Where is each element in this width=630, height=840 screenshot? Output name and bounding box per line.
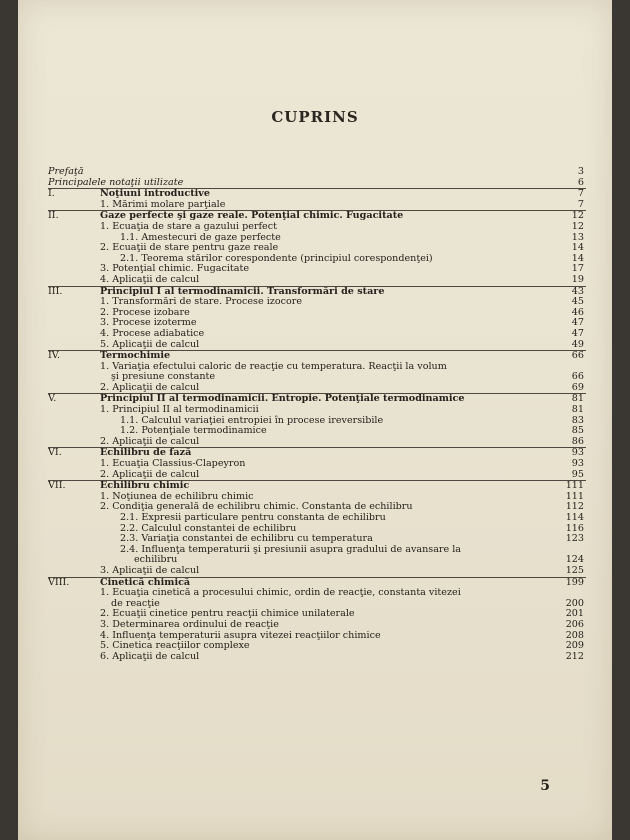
toc-entry-page: 112 xyxy=(565,501,584,513)
toc-entry-title: Principiul I al termodinamicii. Transformări de stare xyxy=(100,285,385,297)
toc-entry-title: 1. Mărimi molare parţiale xyxy=(100,198,226,210)
toc-entry-title: 2.3. Variaţia constantei de echilibru cu temperatura xyxy=(120,533,373,545)
page-title: CUPRINS xyxy=(271,108,359,126)
toc-entry-title: 3. Aplicaţii de calcul xyxy=(100,564,200,576)
toc-entry xyxy=(48,167,586,178)
toc-entry-title: 1.2. Potenţiale termodinamice xyxy=(120,425,267,437)
toc-entry-title: 2.4. Influenţa temperaturii şi presiunii asupra gradului de avansare la xyxy=(120,543,462,555)
toc-entry-page: 125 xyxy=(565,564,584,576)
toc-entry xyxy=(48,566,586,577)
toc-entry-page: 93 xyxy=(571,458,584,470)
toc-entry-title: 2. Aplicaţii de calcul xyxy=(100,468,200,480)
toc-entry-title: 2. Aplicaţii de calcul xyxy=(100,381,200,393)
toc-entry-title: Principiul II al termodinamicii. Entropie. Potenţiale termodinamice xyxy=(100,393,465,405)
toc-entry-title: 1. Ecuaţia cinetică a procesului chimic, ordin de reacţie, constanta vitezei xyxy=(100,587,461,599)
toc-entry xyxy=(48,545,586,566)
toc-entry xyxy=(48,222,586,233)
toc-entry-page: 46 xyxy=(571,306,584,318)
toc-entry xyxy=(48,652,586,663)
book-page xyxy=(18,0,612,840)
toc-entry-title: 4. Influenţa temperaturii asupra vitezei reacţiilor chimice xyxy=(100,629,381,641)
toc-entry xyxy=(48,329,586,340)
toc-entry xyxy=(48,437,586,448)
toc-entry-page: 111 xyxy=(565,490,584,502)
toc-entry-page: 199 xyxy=(565,576,584,588)
toc-entry-page: 206 xyxy=(565,618,584,630)
chapter-number: I. xyxy=(48,188,55,200)
toc-entry-title: 3. Determinarea ordinului de reacţie xyxy=(100,618,279,630)
toc-entry-page: 123 xyxy=(565,533,584,545)
toc-entry-page: 17 xyxy=(571,263,584,275)
toc-entry-page: 69 xyxy=(571,381,584,393)
chapter-number: VI. xyxy=(48,447,62,459)
toc-entry-page: 116 xyxy=(565,522,584,534)
toc-entry-page: 49 xyxy=(571,338,584,350)
toc-entry-title: 1. Variaţia efectului caloric de reacţie cu temperatura. Reacţii la volum xyxy=(100,360,447,372)
toc-entry-page: 85 xyxy=(571,425,584,437)
toc-entry xyxy=(48,340,586,351)
toc-entry-page: 208 xyxy=(565,629,584,641)
toc-entry-page: 111 xyxy=(565,480,584,492)
toc-entry xyxy=(48,620,586,631)
toc-entry-title: 2. Ecuaţii de stare pentru gaze reale xyxy=(100,242,279,254)
table-of-contents xyxy=(48,167,586,662)
toc-entry-title: 2. Procese izobare xyxy=(100,306,190,318)
toc-entry-page: 12 xyxy=(571,220,584,232)
toc-entry-title: 1. Noţiunea de echilibru chimic xyxy=(100,490,254,502)
toc-entry-page: 81 xyxy=(571,393,584,405)
toc-entry-title: 6. Aplicaţii de calcul xyxy=(100,650,200,662)
toc-entry-page: 200 xyxy=(565,597,584,609)
toc-entry-title: Echilibru chimic xyxy=(100,480,190,492)
toc-entry-title: Principalele notaţii utilizate xyxy=(48,176,184,188)
toc-entry-page: 43 xyxy=(571,285,584,297)
toc-entry-title: Prefaţă xyxy=(48,166,84,177)
toc-entry-title: Echilibru de fază xyxy=(100,447,192,459)
toc-entry-page: 83 xyxy=(571,414,584,426)
toc-entry-title: 2.2. Calculul constantei de echilibru xyxy=(120,522,297,534)
toc-entry-title-continued: echilibru xyxy=(134,554,178,566)
chapter-number: V. xyxy=(48,393,57,405)
toc-entry-title: 1. Transformări de stare. Procese izocore xyxy=(100,296,303,308)
toc-entry-page: 66 xyxy=(571,350,584,362)
toc-entry-title: Noţiuni introductive xyxy=(100,188,210,200)
toc-entry-title: 2. Condiţia generală de echilibru chimic. Constanta de echilibru xyxy=(100,501,413,513)
toc-entry-page: 14 xyxy=(571,242,584,254)
toc-entry-page: 86 xyxy=(571,435,584,447)
toc-entry-page: 212 xyxy=(565,650,584,662)
toc-entry-page: 7 xyxy=(577,188,584,200)
toc-entry-page: 114 xyxy=(565,512,584,523)
chapter-number: III. xyxy=(48,285,63,297)
toc-entry-page: 7 xyxy=(577,198,584,210)
toc-entry-title: 1.1. Calculul variaţiei entropiei în procese ireversibile xyxy=(120,414,384,426)
toc-entry-page: 95 xyxy=(571,468,584,480)
toc-entry-title: 2.1. Expresii particulare pentru constanta de echilibru xyxy=(120,512,386,523)
toc-entry-title-continued: de reacţie xyxy=(111,597,160,609)
toc-entry-page: 14 xyxy=(571,252,584,264)
chapter-number: II. xyxy=(48,210,59,222)
toc-entry xyxy=(48,383,586,394)
toc-entry xyxy=(48,200,586,211)
toc-entry-page: 66 xyxy=(571,371,584,383)
toc-entry xyxy=(48,362,586,383)
toc-entry-title: Termochimie xyxy=(100,350,171,362)
toc-entry-title: 2. Aplicaţii de calcul xyxy=(100,435,200,447)
toc-entry-page: 45 xyxy=(571,296,584,308)
toc-entry-page: 12 xyxy=(571,210,584,222)
toc-entry-title: 1. Principiul II al termodinamicii xyxy=(100,404,259,416)
toc-entry-title: 2. Ecuaţii cinetice pentru reacţii chimice unilaterale xyxy=(100,608,355,620)
toc-entry-title-continued: şi presiune constante xyxy=(111,371,216,383)
toc-entry-title: 1.1. Amestecuri de gaze perfecte xyxy=(120,231,281,243)
toc-entry-title: 3. Procese izoterme xyxy=(100,317,197,329)
toc-entry-page: 47 xyxy=(571,317,584,329)
toc-entry-title: 4. Procese adiabatice xyxy=(100,327,205,339)
toc-entry-title: Cinetică chimică xyxy=(100,576,191,588)
toc-entry-title: 2.1. Teorema stărilor corespondente (principiul corespondenţei) xyxy=(120,252,433,264)
toc-entry xyxy=(48,178,586,189)
toc-entry-title: 5. Cinetica reacţiilor complexe xyxy=(100,640,250,652)
chapter-number: VII. xyxy=(48,480,66,492)
toc-entry-page: 6 xyxy=(577,176,584,188)
toc-entry-page: 201 xyxy=(565,608,584,620)
toc-entry-title: 1. Ecuaţia Classius-Clapeyron xyxy=(100,458,246,470)
toc-entry-title: 4. Aplicaţii de calcul xyxy=(100,273,200,285)
toc-entry-title: 1. Ecuaţia de stare a gazului perfect xyxy=(100,220,277,232)
toc-entry-page: 3 xyxy=(577,166,584,177)
toc-entry-page: 209 xyxy=(565,640,584,652)
page-number: 5 xyxy=(540,778,550,794)
toc-entry-title: 3. Potenţial chimic. Fugacitate xyxy=(100,263,250,275)
toc-entry-page: 93 xyxy=(571,447,584,459)
toc-entry-title: Gaze perfecte şi gaze reale. Potenţial chimic. Fugacitate xyxy=(100,210,404,222)
toc-entry xyxy=(48,513,586,524)
toc-entry-page: 47 xyxy=(571,327,584,339)
toc-entry xyxy=(48,350,586,362)
toc-entry xyxy=(48,470,586,481)
toc-entry xyxy=(48,588,586,609)
toc-entry-page: 19 xyxy=(571,273,584,285)
toc-entry-page: 81 xyxy=(571,404,584,416)
toc-entry-page: 124 xyxy=(565,554,584,566)
toc-entry xyxy=(48,275,586,286)
toc-entry-page: 13 xyxy=(571,231,584,243)
toc-entry-title: 5. Aplicaţii de calcul xyxy=(100,338,200,350)
chapter-number: VIII. xyxy=(48,576,70,588)
chapter-number: IV. xyxy=(48,350,61,362)
